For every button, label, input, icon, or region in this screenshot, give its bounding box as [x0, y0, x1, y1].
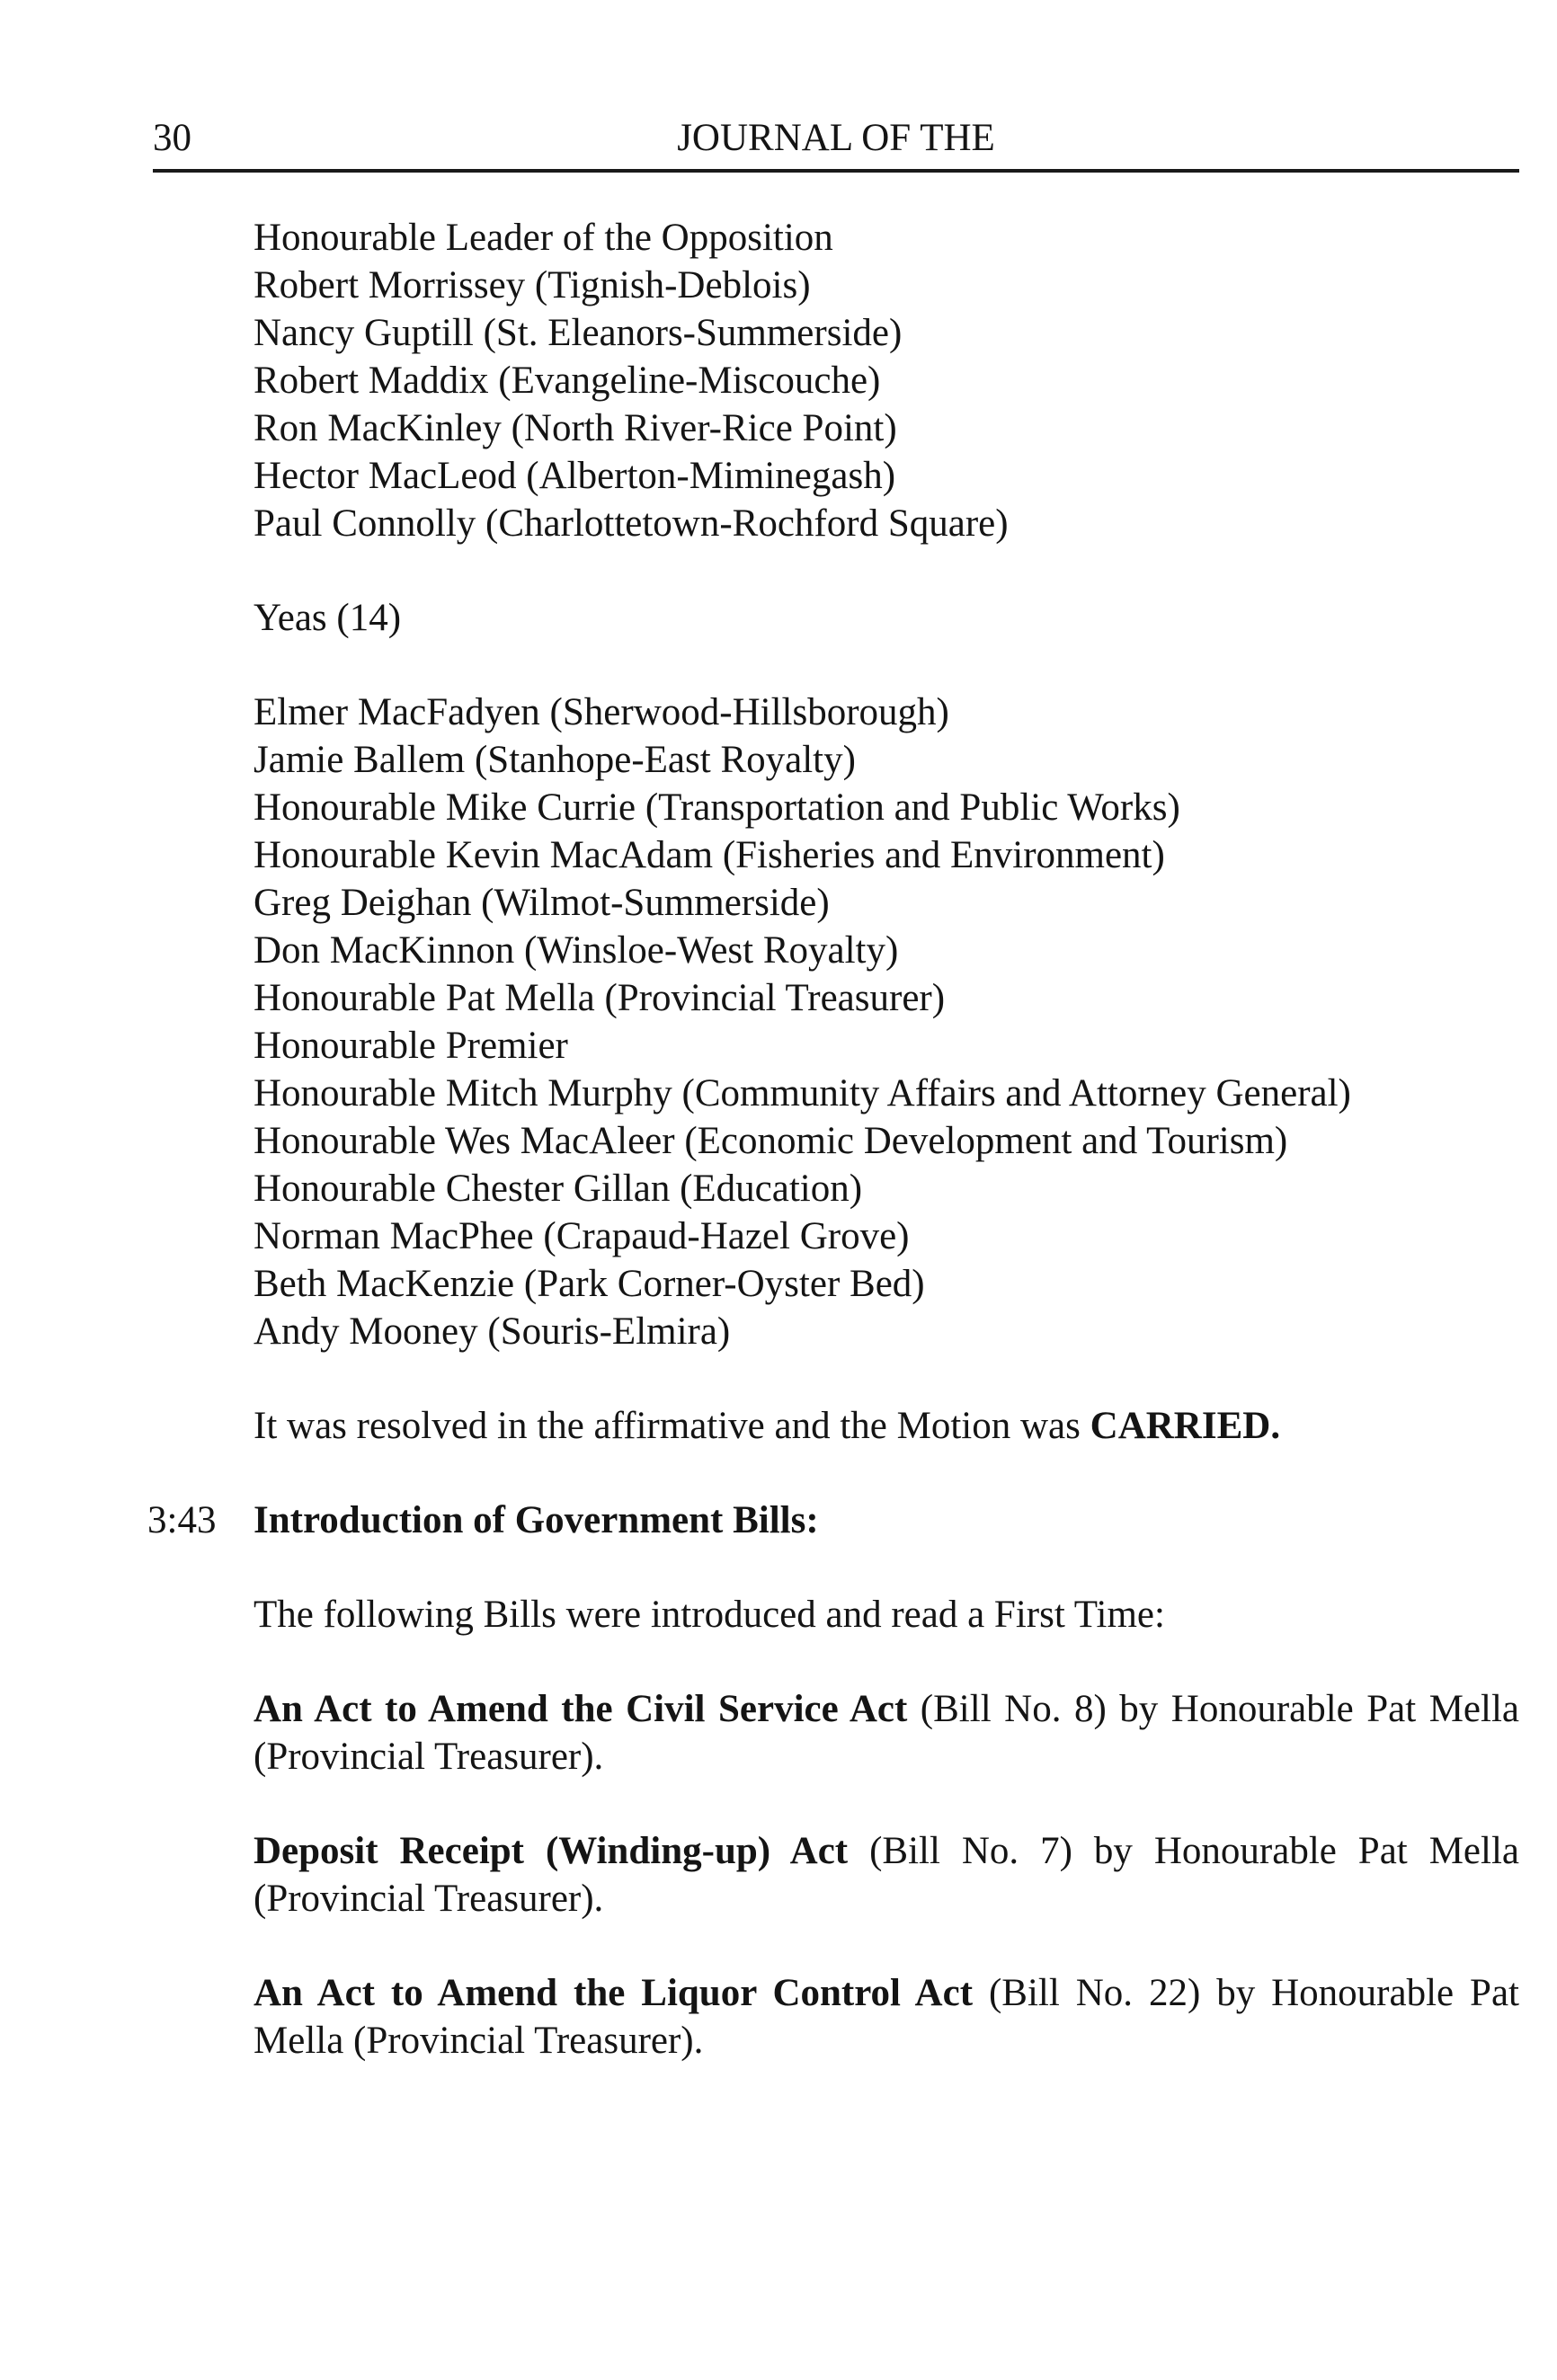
- yeas-name: Jamie Ballem (Stanhope-East Royalty): [254, 739, 856, 781]
- bill-line-1: [254, 1827, 1519, 1875]
- nays-name: Ron MacKinley (North River-Rice Point): [254, 407, 897, 449]
- bill-line-1: [254, 1969, 1519, 2017]
- yeas-name: Andy Mooney (Souris-Elmira): [254, 1310, 731, 1353]
- yeas-name: Greg Deighan (Wilmot-Summerside): [254, 882, 830, 924]
- yeas-heading: Yeas (14): [254, 597, 402, 639]
- bill-title: Deposit Receipt (Winding-up) Act: [254, 1830, 849, 1872]
- nays-name: Hector MacLeod (Alberton-Miminegash): [254, 455, 896, 497]
- bill-line-1: [254, 1685, 1519, 1733]
- bill-details: (Bill No. 22) by Honourable Pat: [973, 1972, 1519, 2014]
- page-number: 30: [153, 117, 191, 159]
- nays-name: Robert Morrissey (Tignish-Deblois): [254, 264, 811, 306]
- bill-entry: [254, 1969, 1519, 2065]
- bill-line-2: (Provincial Treasurer).: [254, 1736, 604, 1778]
- bill-entry: [254, 1827, 1519, 1923]
- agenda-title: Introduction of Government Bills:: [254, 1499, 819, 1541]
- agenda-time: 3:43: [147, 1499, 217, 1541]
- bill-details: (Bill No. 8) by Honourable Pat Mella: [907, 1688, 1519, 1730]
- bill-details: (Bill No. 7) by Honourable Pat Mella: [848, 1830, 1519, 1872]
- nays-list: [254, 214, 1519, 547]
- nays-name: Robert Maddix (Evangeline-Miscouche): [254, 360, 881, 402]
- bill-line-2: (Provincial Treasurer).: [254, 1878, 604, 1920]
- bill-line-2: Mella (Provincial Treasurer).: [254, 2020, 704, 2062]
- yeas-name: Norman MacPhee (Crapaud-Hazel Grove): [254, 1215, 910, 1257]
- nays-name: Nancy Guptill (St. Eleanors-Summerside): [254, 312, 903, 354]
- yeas-name: Don MacKinnon (Winsloe-West Royalty): [254, 929, 899, 972]
- running-head: JOURNAL OF THE: [677, 117, 995, 159]
- resolution-text: It was resolved in the affirmative and the Motion was: [254, 1405, 1090, 1447]
- nays-name: Honourable Leader of the Opposition: [254, 217, 833, 259]
- journal-body: [147, 214, 1519, 2065]
- yeas-name: Honourable Kevin MacAdam (Fisheries and Environment): [254, 834, 1165, 876]
- bill-title: An Act to Amend the Liquor Control Act: [254, 1972, 974, 2014]
- bills-intro: The following Bills were introduced and read a First Time:: [254, 1594, 1165, 1636]
- yeas-name: Honourable Premier: [254, 1025, 568, 1067]
- resolution-emphasis: CARRIED.: [1090, 1405, 1281, 1447]
- bill-entry: [254, 1685, 1519, 1781]
- yeas-name: Beth MacKenzie (Park Corner-Oyster Bed): [254, 1263, 925, 1305]
- yeas-name: Honourable Chester Gillan (Education): [254, 1168, 863, 1210]
- resolution-line: [254, 1402, 1519, 1450]
- yeas-name: Honourable Mitch Murphy (Community Affairs and Attorney General): [254, 1072, 1351, 1115]
- nays-name: Paul Connolly (Charlottetown-Rochford Square): [254, 502, 1009, 545]
- yeas-name: Honourable Wes MacAleer (Economic Development and Tourism): [254, 1120, 1288, 1162]
- agenda-item: [147, 1496, 1519, 1544]
- yeas-name: Honourable Pat Mella (Provincial Treasurer): [254, 977, 946, 1019]
- yeas-name: Honourable Mike Currie (Transportation and Public Works): [254, 786, 1180, 829]
- yeas-list: [254, 688, 1519, 1355]
- yeas-name: Elmer MacFadyen (Sherwood-Hillsborough): [254, 691, 949, 733]
- page-header: [153, 115, 1519, 173]
- bill-title: An Act to Amend the Civil Service Act: [254, 1688, 908, 1730]
